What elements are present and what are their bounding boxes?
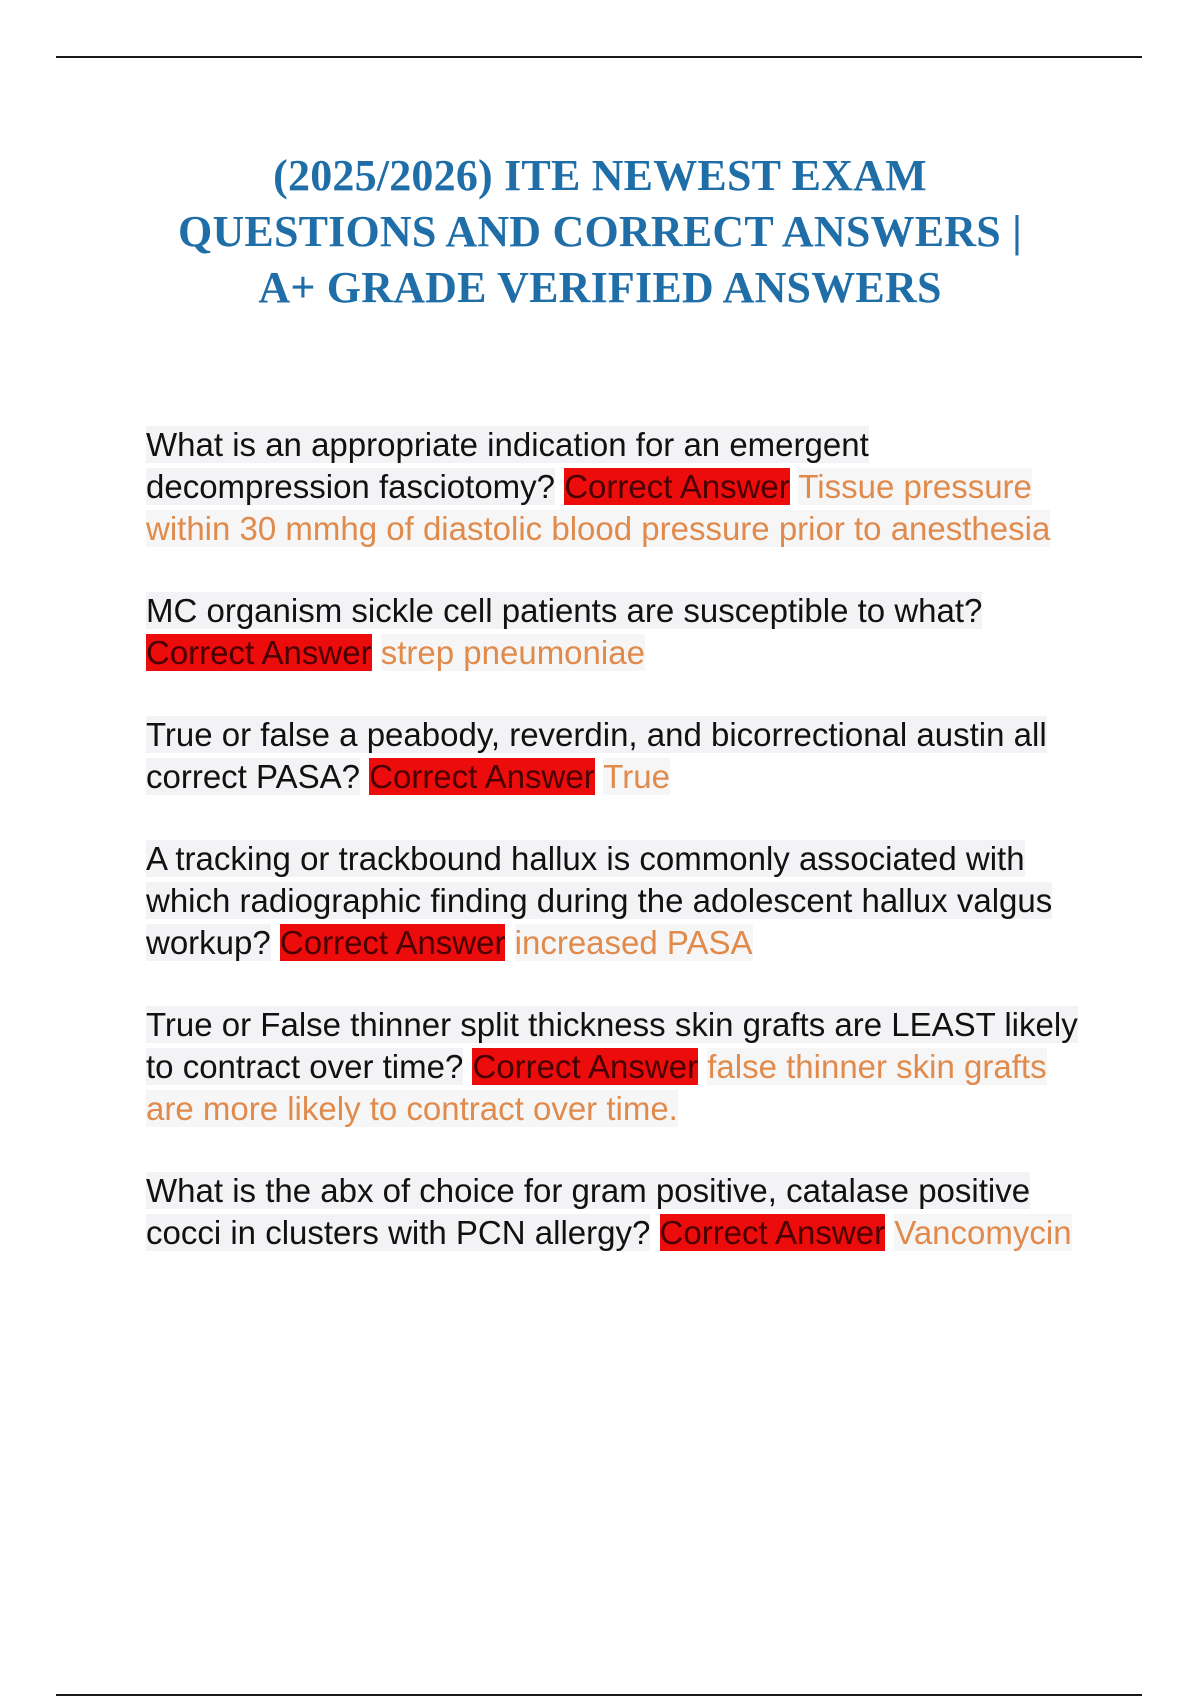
title-line-2: QUESTIONS AND CORRECT ANSWERS |: [178, 207, 1022, 256]
correct-answer-tag: Correct Answer: [369, 758, 595, 795]
qa-item: [146, 590, 1086, 674]
answer-text: increased PASA: [514, 924, 753, 961]
qa-item: [146, 1004, 1086, 1130]
answer-text: Vancomycin: [894, 1214, 1072, 1251]
question-text: True or False thinner split thickness skin grafts are LEAST likely to contract over time?: [146, 1006, 1078, 1085]
question-answer-list: [146, 424, 1086, 1294]
qa-item: [146, 424, 1086, 550]
answer-text: strep pneumoniae: [380, 634, 645, 671]
correct-answer-tag: Correct Answer: [279, 924, 506, 961]
title-line-3: A+ GRADE VERIFIED ANSWERS: [258, 263, 942, 312]
title-line-1: (2025/2026) ITE NEWEST EXAM: [273, 151, 927, 200]
footer-rule: [56, 1694, 1142, 1696]
header-rule: [56, 56, 1142, 58]
answer-text: Tissue pressure within 30 mmhg of diastolic blood pressure prior to anesthesia: [146, 468, 1051, 547]
question-text: MC organism sickle cell patients are susceptible to what?: [146, 592, 983, 629]
answer-text: false thinner skin grafts are more likely to contract over time.: [146, 1048, 1047, 1127]
question-text: What is an appropriate indication for an emergent decompression fasciotomy?: [146, 426, 869, 505]
qa-item: [146, 714, 1086, 798]
qa-item: [146, 1170, 1086, 1254]
document-title: [100, 148, 1100, 316]
correct-answer-tag: Correct Answer: [564, 468, 790, 505]
answer-text: True: [603, 758, 670, 795]
question-text: A tracking or trackbound hallux is commonly associated with which radiographic finding during the adolescent hallux valgus workup?: [146, 840, 1053, 961]
qa-item: [146, 838, 1086, 964]
question-text: True or false a peabody, reverdin, and bicorrectional austin all correct PASA?: [146, 716, 1047, 795]
question-text: What is the abx of choice for gram positive, catalase positive cocci in clusters with PCN allergy?: [146, 1172, 1031, 1251]
correct-answer-tag: Correct Answer: [659, 1214, 886, 1251]
correct-answer-tag: Correct Answer: [472, 1048, 699, 1085]
correct-answer-tag: Correct Answer: [146, 634, 372, 671]
